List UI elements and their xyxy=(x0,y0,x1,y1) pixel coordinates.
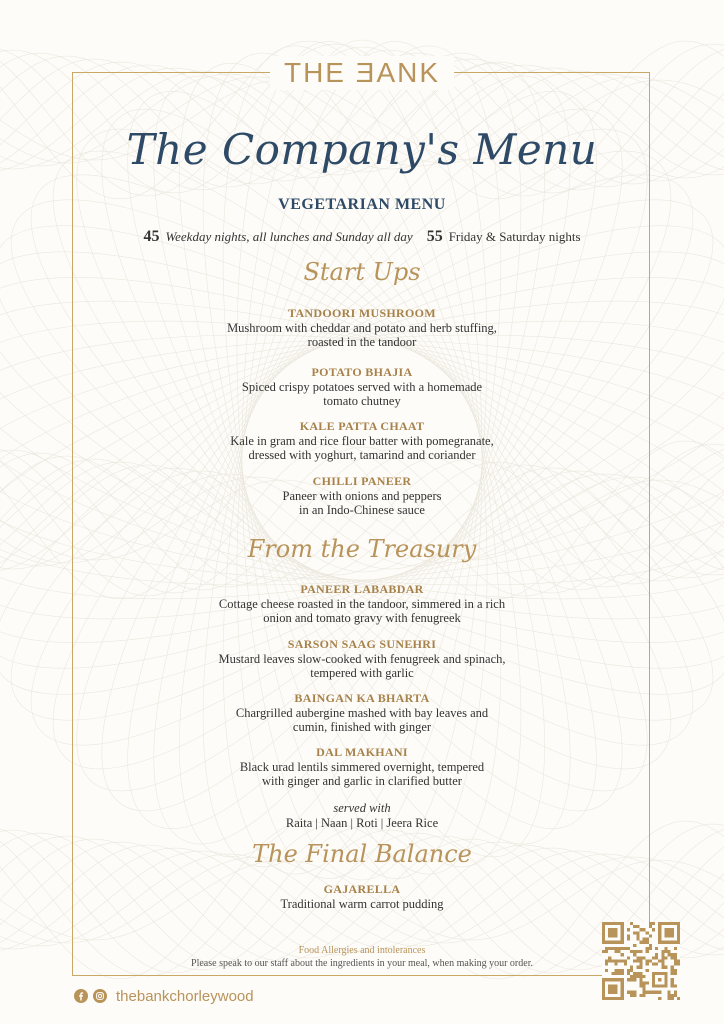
menu-item xyxy=(0,418,724,462)
qr-code[interactable] xyxy=(602,922,680,1000)
brand-name: THE ƎANK xyxy=(270,56,454,90)
allergy-heading: Food Allergies and intolerances xyxy=(298,945,426,956)
item-description: Chargrilled aubergine mashed with bay leaves and cumin, finished with ginger xyxy=(235,706,489,734)
social-links xyxy=(74,986,254,1006)
item-description: Cottage cheese roasted in the tandoor, simmered in a rich onion and tomato gravy with fenugreek xyxy=(218,597,506,625)
item-name: GAJARELLA xyxy=(323,882,401,896)
served-with-label: served with xyxy=(333,801,391,815)
section-title-mains: From the Treasury xyxy=(247,535,477,563)
menu-item xyxy=(0,364,724,408)
item-description: Mustard leaves slow-cooked with fenugreek and spinach, tempered with garlic xyxy=(218,652,506,680)
menu-item xyxy=(0,744,724,788)
item-name: DAL MAKHANI xyxy=(316,745,408,759)
price-weekday: 45 xyxy=(143,228,160,245)
item-name: TANDOORI MUSHROOM xyxy=(288,306,436,320)
menu-item xyxy=(0,636,724,680)
served-with-items: Raita | Naan | Roti | Jeera Rice xyxy=(285,816,439,830)
item-name: KALE PATTA CHAAT xyxy=(299,419,425,433)
menu-item xyxy=(0,473,724,517)
price-weekend: 55 xyxy=(426,228,443,245)
section-title-dessert: The Final Balance xyxy=(252,840,472,868)
menu-item xyxy=(0,305,724,349)
instagram-icon[interactable] xyxy=(93,989,107,1003)
brand-logo xyxy=(0,56,724,90)
item-description: Paneer with onions and peppers in an Indo-Chinese sauce xyxy=(282,489,442,517)
item-description: Traditional warm carrot pudding xyxy=(280,897,444,911)
item-name: BAINGAN KA BHARTA xyxy=(294,691,430,705)
price-weekday-desc: Weekday nights, all lunches and Sunday all day xyxy=(165,229,413,244)
menu-item xyxy=(0,690,724,734)
allergy-text: Please speak to our staff about the ingredients in your meal, when making your order. xyxy=(191,958,533,969)
menu-item xyxy=(0,881,724,911)
item-name: SARSON SAAG SUNEHRI xyxy=(287,637,437,651)
item-name: PANEER LABABDAR xyxy=(300,582,424,596)
menu-subtitle: VEGETARIAN MENU xyxy=(278,196,446,213)
page-title: The Company's Menu xyxy=(126,125,598,174)
served-with xyxy=(0,801,724,831)
item-description: Black urad lentils simmered overnight, tempered with ginger and garlic in clarified butter xyxy=(239,760,485,788)
section-title-starters: Start Ups xyxy=(303,258,421,286)
pricing-line xyxy=(0,228,724,246)
item-name: CHILLI PANEER xyxy=(312,474,412,488)
social-handle[interactable]: thebankchorleywood xyxy=(116,987,254,1005)
item-description: Spiced crispy potatoes served with a homemade tomato chutney xyxy=(241,380,483,408)
item-description: Kale in gram and rice flour batter with pomegranate, dressed with yoghurt, tamarind and coriander xyxy=(230,434,494,462)
item-name: POTATO BHAJIA xyxy=(311,365,413,379)
facebook-icon[interactable] xyxy=(74,989,88,1003)
item-description: Mushroom with cheddar and potato and herb stuffing, roasted in the tandoor xyxy=(227,321,497,349)
price-weekend-desc: Friday & Saturday nights xyxy=(448,229,581,244)
menu-item xyxy=(0,581,724,625)
